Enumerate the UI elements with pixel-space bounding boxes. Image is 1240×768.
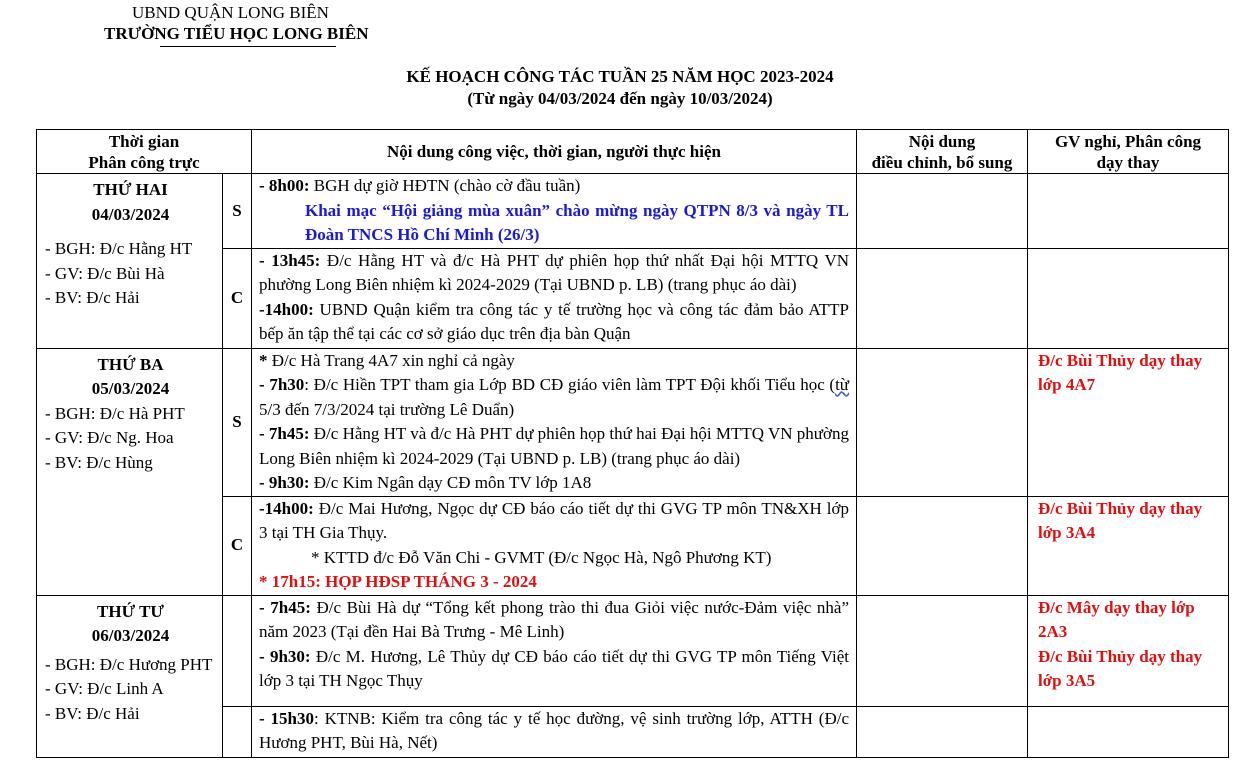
school-name: TRƯỜNG TIỂU HỌC LONG BIÊN (104, 24, 369, 43)
adjust-cell (857, 174, 1028, 249)
table-row (37, 595, 1229, 706)
substitute-cell (1028, 348, 1229, 496)
table-row (37, 348, 1229, 496)
session-label: S (223, 174, 252, 249)
substitute-cell (1028, 706, 1229, 757)
session-label: S (223, 348, 252, 496)
duty-item: - GV: Đ/c Linh A (45, 679, 164, 698)
substitute-cell (1028, 595, 1229, 706)
substitute-cell (1028, 174, 1229, 249)
day-date: 06/03/2024 (91, 626, 170, 645)
duty-item: - BV: Đ/c Hải (45, 703, 140, 723)
adjust-cell (857, 595, 1028, 706)
header-underline (160, 46, 336, 47)
substitute-note: Đ/c Bùi Thủy dạy thay lớp 3A4 (1038, 498, 1203, 542)
session-label (223, 706, 252, 757)
table-header-row (37, 130, 1229, 174)
meeting-alert: * 17h15: HỌP HĐSP THÁNG 3 - 2024 (259, 572, 537, 591)
adjust-cell (857, 496, 1028, 595)
substitute-note: Đ/c Mây dạy thay lớp 2A3 (1038, 597, 1195, 641)
duty-item: - BV: Đ/c Hùng (45, 452, 153, 472)
day-name: THỨ HAI (93, 180, 168, 199)
day-name: THỨ TƯ (97, 601, 164, 621)
duty-item: - GV: Đ/c Bùi Hà (45, 263, 165, 283)
day-cell-wednesday (37, 595, 223, 757)
adjust-cell (857, 348, 1028, 496)
page-title: KẾ HOẠCH CÔNG TÁC TUẦN 25 NĂM HỌC 2023-2024 (406, 67, 834, 86)
event-highlight: Khai mạc “Hội giảng mùa xuân” chào mừng ngày QTPN 8/3 và ngày TL Đoàn TNCS Hồ Chí Minh (26/3) (305, 200, 849, 244)
content-cell: - 13h45: Đ/c Hằng HT và đ/c Hà PHT dự phiên họp thứ nhất Đại hội MTTQ VN phường Long Biên nhiệm kì 2024-2029 (Tại UBND p. LB) (trang phục áo dài) -14h00: UBND Quận kiểm tra công tác y tế trường học và công tác đảm bảo ATTP bếp ăn tập thể tại các cơ sở giáo dục trên địa bàn Quận (252, 248, 857, 348)
duty-item: - BGH: Đ/c Hằng HT (45, 239, 193, 258)
duty-item: - BGH: Đ/c Hương PHT (45, 654, 213, 674)
header-adjust: Nội dung điều chỉnh, bổ sung (857, 130, 1028, 174)
day-name: THỨ BA (97, 354, 164, 374)
duty-item: - BV: Đ/c Hải (45, 288, 140, 307)
day-cell-tuesday (37, 348, 223, 595)
table-row (37, 174, 1229, 249)
day-date: 05/03/2024 (91, 379, 170, 398)
header-content: Nội dung công việc, thời gian, người thực hiện (252, 130, 857, 174)
duty-item: - GV: Đ/c Ng. Hoa (45, 428, 174, 447)
adjust-cell (857, 706, 1028, 757)
substitute-note: Đ/c Bùi Thủy dạy thay lớp 4A7 (1038, 350, 1203, 394)
day-date: 04/03/2024 (91, 204, 170, 224)
content-cell: - 7h45: Đ/c Bùi Hà dự “Tổng kết phong trào thi đua Giỏi việc nước-Đảm việc nhà” năm 2023 (Tại đền Hai Bà Trưng - Mê Linh) - 9h30: Đ/c M. Hương, Lê Thủy dự CĐ báo cáo tiết dự thi GVG TP môn Tiếng Việt lớp 3 tại TH Ngọc Thụy (252, 595, 857, 706)
weekly-plan-table (36, 129, 1229, 758)
session-label: C (223, 248, 252, 348)
header-time: Thời gian Phân công trực (37, 130, 252, 174)
content-cell: -14h00: Đ/c Mai Hương, Ngọc dự CĐ báo cáo tiết dự thi GVG TP môn TN&XH lớp 3 tại TH Gia Thụy. * KTTD đ/c Đỗ Văn Chi - GVMT (Đ/c Ngọc Hà, Ngô Phương KT) * 17h15: HỌP HĐSP THÁNG 3 - 2024 (252, 496, 857, 595)
content-cell: * Đ/c Hà Trang 4A7 xin nghỉ cả ngày - 7h30: Đ/c Hiền TPT tham gia Lớp BD CĐ giáo viên làm TPT Đội khối Tiểu học (từ 5/3 đến 7/3/2024 tại trường Lê Duẩn) - 7h45: Đ/c Hằng HT và đ/c Hà PHT dự phiên họp thứ hai Đại hội MTTQ VN phường Long Biên nhiệm kì 2024-2029 (Tại UBND p. LB) (trang phục áo dài) - 9h30: Đ/c Kim Ngân dạy CĐ môn TV lớp 1A8 (252, 348, 857, 496)
session-label (223, 595, 252, 706)
content-cell: - 8h00: BGH dự giờ HĐTN (chào cờ đầu tuần) Khai mạc “Hội giảng mùa xuân” chào mừng ngày QTPN 8/3 và ngày TL Đoàn TNCS Hồ Chí Minh (26/3) (252, 174, 857, 249)
substitute-note: Đ/c Bùi Thủy dạy thay lớp 3A5 (1038, 646, 1203, 690)
day-cell-monday (37, 174, 223, 349)
substitute-cell (1028, 248, 1229, 348)
org-name: UBND QUẬN LONG BIÊN (132, 3, 329, 22)
substitute-cell (1028, 496, 1229, 595)
session-label: C (223, 496, 252, 595)
adjust-cell (857, 248, 1028, 348)
header-substitute: GV nghỉ, Phân công dạy thay (1028, 130, 1229, 174)
duty-item: - BGH: Đ/c Hà PHT (45, 403, 185, 423)
content-cell: - 15h30: KTNB: Kiểm tra công tác y tế học đường, vệ sinh trường lớp, ATTH (Đ/c Hương PHT, Bùi Hà, Nết) (252, 706, 857, 757)
page-subtitle: (Từ ngày 04/03/2024 đến ngày 10/03/2024) (467, 89, 773, 108)
